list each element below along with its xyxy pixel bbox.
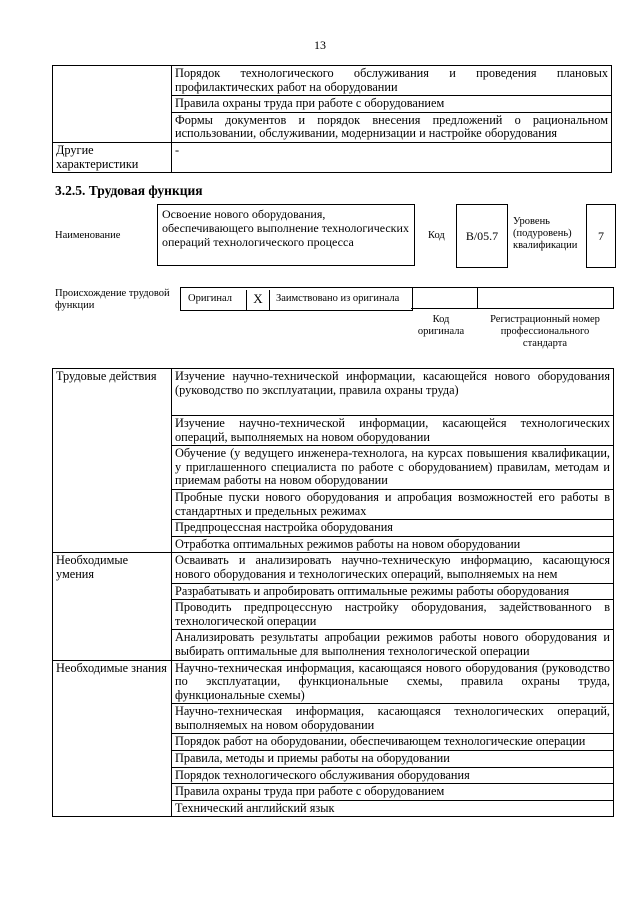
origin-divider [477,287,478,309]
origin-code-cells [411,287,614,309]
level-label: Уровень (подуровень) квалификации [513,216,578,251]
empty-label-cell [53,66,172,143]
table-row [53,553,614,583]
table-cell: Правила охраны труда при работе с оборудованием [172,96,612,113]
name-label: Наименование [55,230,121,241]
table-row [53,66,612,96]
original-mark: X [246,290,270,310]
table-cell: Формы документов и порядок внесения предложений о рациональном использовании, обслуживании, модернизации и настройке оборудования [172,112,612,142]
table-row [53,142,612,172]
table-cell: Осваивать и анализировать научно-техническую информацию, касающуюся нового оборудования и технологических операций, выполняемых на нем [172,553,614,583]
table-cell: Научно-техническая информация, касающаяся технологических операций, выполняемых на новом оборудовании [172,704,614,734]
table-cell: Обучение (у ведущего инженера-технолога, на курсах повышения квалификации, у приглашенного специалиста по работе с оборудованием) правилам, методам и приемам работы на новом оборудовании [172,446,614,490]
table-cell: Проводить предпроцессную настройку оборудования, задействованного в технологической операции [172,600,614,630]
code-label: Код [428,230,445,241]
table-cell: Технический английский язык [172,800,614,817]
group-label-knowledge: Необходимые знания [53,660,172,817]
table-cell: Разрабатывать и апробировать оптимальные режимы работы оборудования [172,583,614,600]
table-cell: Отработка оптимальных режимов работы на новом оборудовании [172,536,614,553]
group-label-actions: Трудовые действия [53,369,172,553]
function-name-box: Освоение нового оборудования, обеспечивающего выполнение технологических операций технологического процесса [157,204,415,266]
other-characteristics-label: Другие характеристики [53,142,172,172]
table-cell: Порядок работ на оборудовании, обеспечивающем технологические операции [172,734,614,751]
other-characteristics-value: - [172,142,612,172]
code-original-caption: Код оригинала [417,314,465,337]
table-cell: Анализировать результаты апробации режимов работы нового оборудования и выбирать оптимальные для выполнения технологической операции [172,630,614,660]
table-cell: Порядок технологического обслуживания и проведения плановых профилактических работ на оборудовании [172,66,612,96]
table-row [53,369,614,416]
table-cell: Порядок технологического обслуживания оборудования [172,767,614,784]
table-row [53,660,614,704]
table-cell: Правила, методы и приемы работы на оборудовании [172,751,614,768]
original-label: Оригинал [188,293,232,304]
level-value-box: 7 [586,204,616,268]
group-label-skills: Необходимые умения [53,553,172,660]
section-title: 3.2.5. Трудовая функция [55,183,203,198]
borrowed-label: Заимствовано из оригинала [276,293,400,304]
table-cell: Предпроцессная настройка оборудования [172,520,614,537]
main-table [52,368,614,817]
table-cell: Пробные пуски нового оборудования и апробация возможностей его работы в стандартных и предельных режимах [172,489,614,519]
table-cell: Изучение научно-технической информации, касающейся технологических операций, выполняемых на новом оборудовании [172,416,614,446]
reg-number-caption: Регистрационный номер профессионального стандарта [490,314,600,349]
function-code-box: B/05.7 [456,204,508,268]
table-cell: Научно-техническая информация, касающаяся нового оборудования (руководство по эксплуатации, функциональные схемы, правила охраны труда, функциональные схемы) [172,660,614,704]
page-number: 13 [314,38,326,52]
table-cell: Правила охраны труда при работе с оборудованием [172,784,614,801]
table-cell: Изучение научно-технической информации, касающейся нового оборудования (руководство по эксплуатации, правила охраны труда) [172,369,614,416]
top-table [52,65,612,173]
origin-label: Происхождение трудовой функции [55,288,170,311]
